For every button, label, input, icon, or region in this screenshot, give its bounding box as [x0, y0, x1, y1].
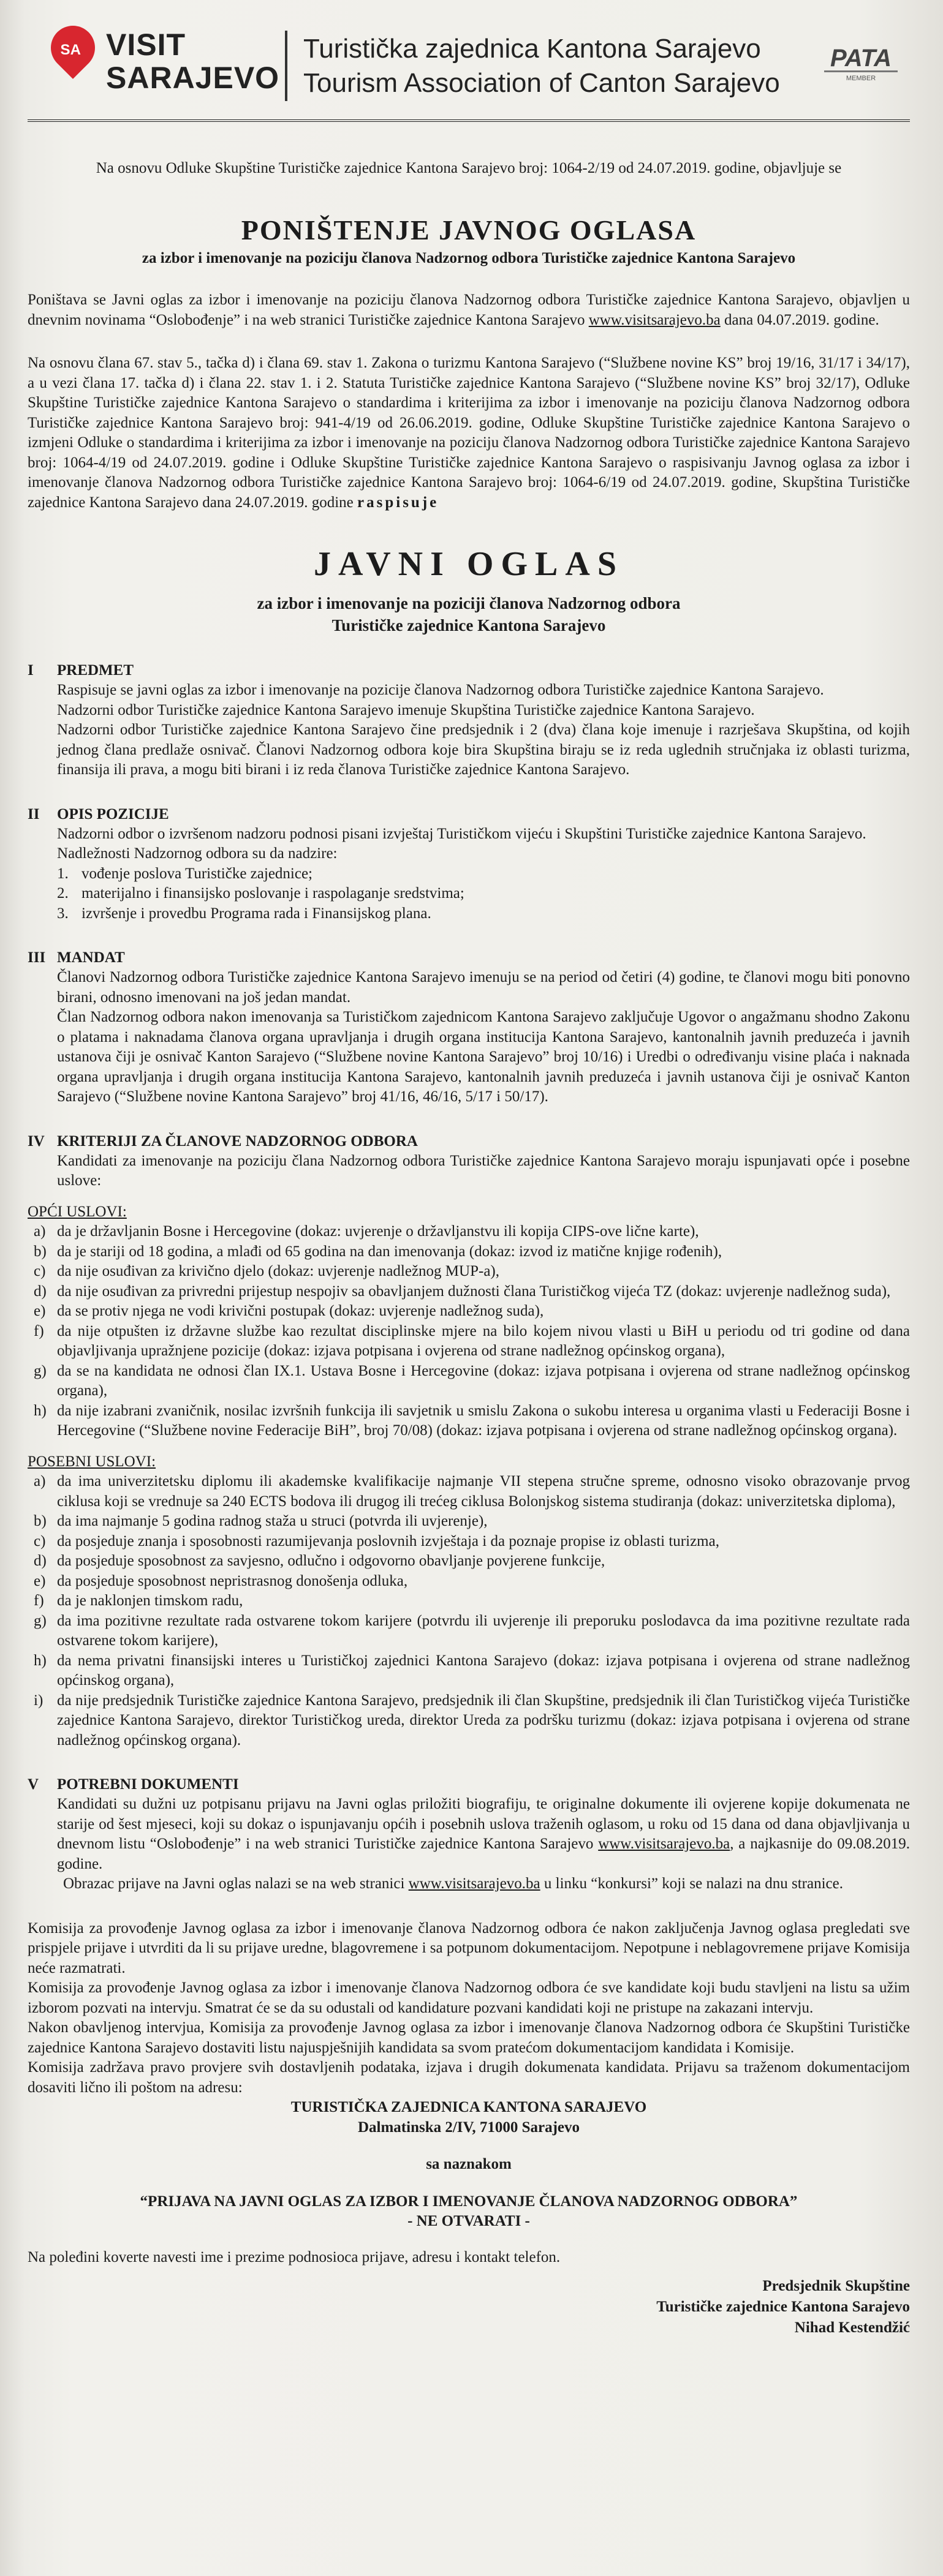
closing-block: [28, 1919, 910, 2268]
list-marker: b): [34, 1513, 47, 1529]
section-title: MANDAT: [57, 949, 125, 966]
list-item: [28, 1591, 910, 1611]
list-item: [28, 1322, 910, 1361]
list-item: [28, 1282, 910, 1302]
list-text: da nema privatni finansijski interes u Turističkoj zajednici Kantona Sarajevo (dokaz: izjava potpisana i ovjerena od strane nadležnog općinskog organa),: [57, 1652, 910, 1689]
list-text: da nije osuđivan za krivično djelo (dokaz: uvjerenje nadležnog MUP-a),: [57, 1263, 499, 1279]
envelope-marking: “PRIJAVA NA JAVNI OGLAS ZA IZBOR I IMENOVANJE ČLANOVA NADZORNOG ODBORA”: [140, 2193, 798, 2210]
marking-note: sa naznakom: [426, 2156, 512, 2172]
paragraph: Nadzorni odbor o izvršenom nadzoru podnosi pisani izvještaj Turističkom vijeću i Skupštini Turističke zajednice Kantona Sarajevo.: [57, 825, 866, 842]
pata-logo: [824, 46, 898, 82]
public-notice-subtitle: [28, 592, 910, 636]
list-text: da ima univerzitetsku diplomu ili akademske kvalifikacije najmanje VII stepena stručne spreme, odnosno visoko obrazovanje prvog ciklusa koji se vrednuje sa 240 ECTS bodova ili drugog ili trećeg ciklusa Bolonjskog sistema studiranja (dokaz: univerzitetska diploma),: [57, 1473, 910, 1510]
list-text: da posjeduje sposobnost nepristrasnog donošenja odluka,: [57, 1572, 408, 1589]
list-text: da nije predsjednik Turističke zajednice Kantona Sarajevo, predsjednik ili član Skupštine, predsjednik ili član Turističkog vijeća Turističke zajednice Kantona Sarajevo, direktor Turističkog ureda, direktor Ureda za podršku turizmu (dokaz: izjava potpisana i ovjerena od strane nadležnog općinskog organa).: [57, 1692, 910, 1749]
list-marker: 3.: [57, 905, 69, 922]
text-span: Kandidati su dužni uz potpisanu prijavu na Javni oglas priložiti biografiju, te originalne dokumente ili ovjerene kopije dokumenata ne starije od šest mjeseci, koji su dokaz o ispunjavanju općih i posebnih uslova traženih oglasom, u roku od 15 dana od dana objavljivanja u dnevnom listu “Oslobođenje” i na web stranici Turističke zajednice Kantona Sarajevo: [57, 1796, 910, 1852]
list-item: [28, 1472, 910, 1512]
website-link[interactable]: www.visitsarajevo.ba: [408, 1875, 540, 1892]
list-item: [57, 904, 910, 924]
visit-sarajevo-logo: [106, 28, 279, 94]
list-text: da ima najmanje 5 godina radnog staža u struci (potvrda ili uvjerenje),: [57, 1513, 488, 1529]
section-number: III: [28, 949, 46, 966]
list-text: vođenje poslova Turističke zajednice;: [81, 865, 313, 882]
list-marker: e): [34, 1572, 46, 1589]
list-item: [28, 1401, 910, 1441]
paragraph: Komisija za provođenje Javnog oglasa za izbor i imenovanje članova Nadzornog odbora će sve kandidate koji budu stavljeni na listu sa užim izborom pozvati na intervju. Smatrat će se da su odustali od kandidature pozvani kandidati koji ne pristupe na zakazani intervju.: [28, 1979, 910, 2016]
subtitle-line2: Turističke zajednice Kantona Sarajevo: [331, 616, 606, 635]
list-marker: i): [34, 1692, 44, 1709]
list-text: materijalno i finansijsko poslovanje i raspolaganje sredstvima;: [81, 885, 464, 902]
list-marker: c): [34, 1263, 46, 1279]
section-potrebni-dokumenti: [28, 1775, 910, 1894]
pata-member-text: MEMBER: [846, 75, 876, 82]
subtitle-line1: za izbor i imenovanje na poziciji članova Nadzornog odbora: [257, 594, 681, 612]
list-marker: e): [34, 1303, 46, 1319]
list-item: [28, 1301, 910, 1322]
cancellation-subtitle: za izbor i imenovanje na poziciju članova Nadzornog odbora Turističke zajednice Kantona Sarajevo: [142, 250, 796, 266]
list-marker: b): [34, 1243, 47, 1260]
list-marker: h): [34, 1652, 47, 1669]
list-marker: f): [34, 1322, 44, 1339]
signature-block: [28, 2276, 910, 2338]
list-text: da posjeduje sposobnost za savjesno, odlučno i odgovorno obavljanje povjerene funkcije,: [57, 1553, 605, 1569]
list-marker: g): [34, 1612, 47, 1629]
section-mandat: [28, 948, 910, 1107]
list-text: izvršenje i provedbu Programa rada i Finansijskog plana.: [81, 905, 431, 922]
paragraph: Članovi Nadzornog odbora Turističke zajednice Kantona Sarajevo imenuju se na period od četiri (4) godine, te članovi mogu biti ponovno birani, odnosno imenovani na još jedan mandat.: [57, 969, 910, 1006]
section-title: KRITERIJI ZA ČLANOVE NADZORNOG ODBORA: [57, 1132, 418, 1150]
website-link[interactable]: www.visitsarajevo.ba: [588, 311, 721, 328]
section-number: V: [28, 1776, 39, 1793]
list-text: da je stariji od 18 godina, a mlađi od 65 godina na dan imenovanja (dokaz: izvod iz matične knjige rođenih),: [57, 1243, 722, 1260]
pata-logo-text: PATA: [824, 46, 898, 72]
list-text: da posjeduje znanja i sposobnosti razumijevanja poslovnih izvještaja i da poznaje propise iz oblasti turizma,: [57, 1532, 719, 1550]
paragraph: Nadležnosti Nadzornog odbora su da nadzire:: [57, 845, 338, 862]
section-kriteriji: [28, 1132, 910, 1191]
paragraph: Raspisuje se javni oglas za izbor i imenovanje na pozicije članova Nadzornog odbora Turističke zajednice Kantona Sarajevo.: [57, 682, 824, 698]
list-item: [28, 1551, 910, 1572]
section-number: IV: [28, 1132, 45, 1150]
do-not-open: - NE OTVARATI -: [407, 2213, 530, 2229]
org-name-en: Tourism Association of Canton Sarajevo: [303, 68, 780, 98]
signatory-org: Turističke zajednice Kantona Sarajevo: [656, 2299, 910, 2315]
list-marker: a): [34, 1223, 46, 1240]
section-title: PREDMET: [57, 662, 134, 679]
paragraph: [57, 1874, 910, 1894]
text-span: Poništava se Javni oglas za izbor i imenovanje na poziciju članova Nadzornog odbora Turističke zajednice Kantona Sarajevo, objavljen u dnevnim novinama “Oslobođenje” i na web stranici Turističke zajednice Kantona Sarajevo: [28, 292, 910, 328]
organization-name: [303, 32, 780, 100]
general-conditions: [28, 1202, 910, 1441]
text-span: , a najkasnije do 09.08.2019. godine.: [57, 1836, 911, 1872]
divider: [285, 31, 287, 101]
logo-badge: SA: [60, 41, 81, 58]
envelope-instruction: Na poleđini koverte navesti ime i prezime podnosioca prijave, adresu i kontakt telefon.: [28, 2248, 561, 2265]
list-item: [57, 884, 910, 904]
list-text: da se protiv njega ne vodi krivični postupak (dokaz: uvjerenje nadležnog suda),: [57, 1303, 544, 1319]
cancellation-title: PONIŠTENJE JAVNOG OGLASA: [241, 214, 697, 246]
location-pin-icon: [42, 17, 104, 79]
general-conditions-label: OPĆI USLOVI:: [28, 1203, 127, 1220]
list-item: [28, 1651, 910, 1691]
announces-word: raspisuje: [357, 494, 439, 511]
section-predmet: [28, 661, 910, 780]
list-text: da nije izabrani zvaničnik, nosilac izvršnih funkcija ili savjetnik u smislu Zakona o sukobu interesa u organima vlasti u Federaciji Bosne i Hercegovine (“Službene novine Federacije BiH”, broj 70/08) (dokaz: izjava potpisana i ovjerena od strane nadležnog općinskog organa).: [57, 1402, 910, 1439]
list-item: [28, 1512, 910, 1532]
signatory-name: Nihad Kestendžić: [794, 2319, 910, 2336]
list-marker: h): [34, 1402, 47, 1419]
paragraph: Komisija zadržava pravo provjere svih dostavljenih podataka, izjava i drugih dokumenata kandidata. Prijavu sa traženom dokumentacijom dosaviti lično ili poštom na adresu:: [28, 2059, 910, 2096]
address-street: Dalmatinska 2/IV, 71000 Sarajevo: [357, 2118, 580, 2136]
text-span: Na osnovu člana 67. stav 5., tačka d) i člana 69. stav 1. Zakona o turizmu Kantona Sarajevo (“Službene novine KS” broj 19/16, 31/17 i 34/17), a u vezi člana 17. tačka d) i člana 22. stav 1. i 2. Statuta Turističke zajednice Kantona Sarajevo (“Službene novine KS” broj 32/17), Odluke Skupštine Turističke zajednice Kantona Sarajevo o standardima i kriterijima za izbor i imenovanje na poziciju članova Nadzornog odbora Turističke zajednice Kantona Sarajevo broj: 941-4/19 od 26.06.2019. godine, Odluke Skupštine Turističke zajednice Kantona Sarajevo o izmjeni Odluke o standardima i kriterijima za izbor i imenovanje na poziciju članova Nadzornog odbora Turističke zajednice Kantona Sarajevo broj: 1064-4/19 od 24.07.2019. godine i Odluke Skupštine Turističke zajednice Kantona Sarajevo o raspisivanju Javnog oglasa za izbor i imenovanje članova Nadzornog odbora Turističke zajednice Kantona Sarajevo broj: 1064-6/19 od 24.07.2019. godine, Skupština Turističke zajednice Kantona Sarajevo dana 24.07.2019. godine: [28, 355, 910, 511]
signatory-title: Predsjednik Skupštine: [762, 2278, 910, 2294]
public-notice-title: JAVNI OGLAS: [314, 545, 624, 583]
list-marker: 2.: [57, 885, 69, 902]
list-item: [28, 1572, 910, 1592]
paragraph: Kandidati za imenovanje na poziciju člana Nadzornog odbora Turističke zajednice Kantona Sarajevo moraju ispunjavati opće i posebne uslove:: [57, 1152, 910, 1189]
list-text: da nije otpušten iz državne službe kao rezultat disciplinske mjere na bilo kojem nivou vlasti u BiH u periodu od tri godine od dana objavljivanja upražnjene pozicije (dokaz: izjava potpisana i ovjerena od strane nadležnog općinskog organa),: [57, 1322, 910, 1359]
list-marker: g): [34, 1362, 47, 1379]
logo-line1: VISIT: [106, 28, 186, 62]
list-text: da je državljanin Bosne i Hercegovine (dokaz: uvjerenje o državljanstvu ili kopija CIPS-ove lične karte),: [57, 1223, 699, 1240]
list-marker: a): [34, 1473, 46, 1489]
paragraph: Član Nadzornog odbora nakon imenovanja sa Turističkom zajednicom Kantona Sarajevo zaključuje Ugovor o angažmanu shodno Zakonu o platama i naknadama članova organa upravljanja i drugih organa institucija Kantona Sarajevo, kantonalnih javnih preduzeća i javnih ustanova čiji je osnivač Kanton Sarajevo (“Službene novine Kantona Sarajevo” broj 10/16) i Uredbi o određivanju visine plaća i naknada organa upravljanja i drugih organa institucija Kantona Sarajevo, kantonalnih javnih preduzeća i javnih ustanova čiji je osnivač Kanton Sarajevo (“Službene novine Kantona Sarajevo” broj 41/16, 46/16, 5/17 i 50/17).: [57, 1009, 910, 1105]
list-item: [28, 1242, 910, 1262]
section-title: OPIS POZICIJE: [57, 805, 169, 823]
list-item: [28, 1361, 910, 1401]
section-number: II: [28, 805, 40, 823]
list-marker: d): [34, 1553, 47, 1569]
paragraph: Nadzorni odbor Turističke zajednice Kantona Sarajevo čine predsjednik i 2 (dva) člana koje imenuje i razrješava Skupština, od kojih jednog člana predlaže osnivač. Članovi Nadzornog odbora koje bira Skupština biraju se iz reda uglednih stručnjaka iz oblasti turizma, finansija ili prava, a mogu biti birani i iz reda članova Turističke zajednice Kantona Sarajevo.: [57, 721, 910, 778]
text-span: u linku “konkursi” koji se nalazi na dnu stranice.: [540, 1875, 843, 1892]
list-item: [28, 1222, 910, 1242]
address-org: TURISTIČKA ZAJEDNICA KANTONA SARAJEVO: [290, 2099, 647, 2115]
paragraph: Nakon obavljenog intervjua, Komisija za provođenje Javnog oglasa za izbor i imenovanje članova Nadzornog odbora će Skupštini Turističke zajednice Kantona Sarajevo dostaviti listu najuspješnijih kandidata sa svom pratećom dokumentacijom kandidata i Komisije.: [28, 2019, 910, 2056]
section-title: POTREBNI DOKUMENTI: [57, 1776, 239, 1793]
cancellation-paragraph: [28, 290, 910, 330]
special-conditions-label: POSEBNI USLOVI:: [28, 1453, 156, 1470]
list-item: [28, 1691, 910, 1751]
letterhead: [28, 12, 910, 122]
section-opis-pozicije: [28, 805, 910, 924]
list-marker: d): [34, 1282, 47, 1300]
list-marker: f): [34, 1592, 44, 1609]
list-text: da ima pozitivne rezultate rada ostvarene tokom karijere (potvrdu ili uvjerenje ili preporuku poslodavca da ima pozitivne rezultate rada ostvarene tokom karijere),: [57, 1612, 910, 1649]
list-marker: c): [34, 1532, 46, 1550]
website-link[interactable]: www.visitsarajevo.ba: [598, 1836, 730, 1852]
intro-line: Na osnovu Odluke Skupštine Turističke zajednice Kantona Sarajevo broj: 1064-2/19 od 24.07.2019. godine, objavljuje se: [96, 160, 842, 176]
paragraph: Nadzorni odbor Turističke zajednice Kantona Sarajevo imenuje Skupština Turističke zajednice Kantona Sarajevo.: [57, 701, 755, 718]
list-item: [28, 1611, 910, 1651]
logo-line2: SARAJEVO: [106, 61, 280, 95]
section-number: I: [28, 662, 34, 679]
list-text: da se na kandidata ne odnosi član IX.1. Ustava Bosne i Hercegovine (dokaz: izjava potpisana i ovjerena od strane nadležnog općinskog organa),: [57, 1362, 910, 1399]
list-marker: 1.: [57, 865, 69, 882]
special-conditions: [28, 1452, 910, 1751]
text-span: dana 04.07.2019. godine.: [720, 311, 879, 328]
paragraph: [57, 1795, 910, 1874]
notice-content: [28, 12, 910, 2338]
list-item: [28, 1532, 910, 1552]
list-item: [57, 864, 910, 884]
list-text: da nije osuđivan za privredni prijestup nespojiv sa obavljanjem dužnosti člana Turističkog vijeća TZ (dokaz: uvjerenje nadležnog suda),: [57, 1282, 891, 1300]
text-span: Obrazac prijave na Javni oglas nalazi se na web stranici: [63, 1875, 409, 1892]
list-text: da je naklonjen timskom radu,: [57, 1592, 243, 1609]
list-item: [28, 1262, 910, 1282]
org-name-bs: Turistička zajednica Kantona Sarajevo: [303, 34, 761, 64]
legal-basis-paragraph: [28, 353, 910, 513]
paragraph: Komisija za provođenje Javnog oglasa za izbor i imenovanje članova Nadzornog odbora će nakon zaključenja Javnog oglasa pregledati sve prispjele prijave i utvrditi da li su prijave uredne, blagovremene i sa potpunom dokumentacijom. Nepotpune i neblagovremene prijave Komisija neće razmatrati.: [28, 1919, 910, 1976]
